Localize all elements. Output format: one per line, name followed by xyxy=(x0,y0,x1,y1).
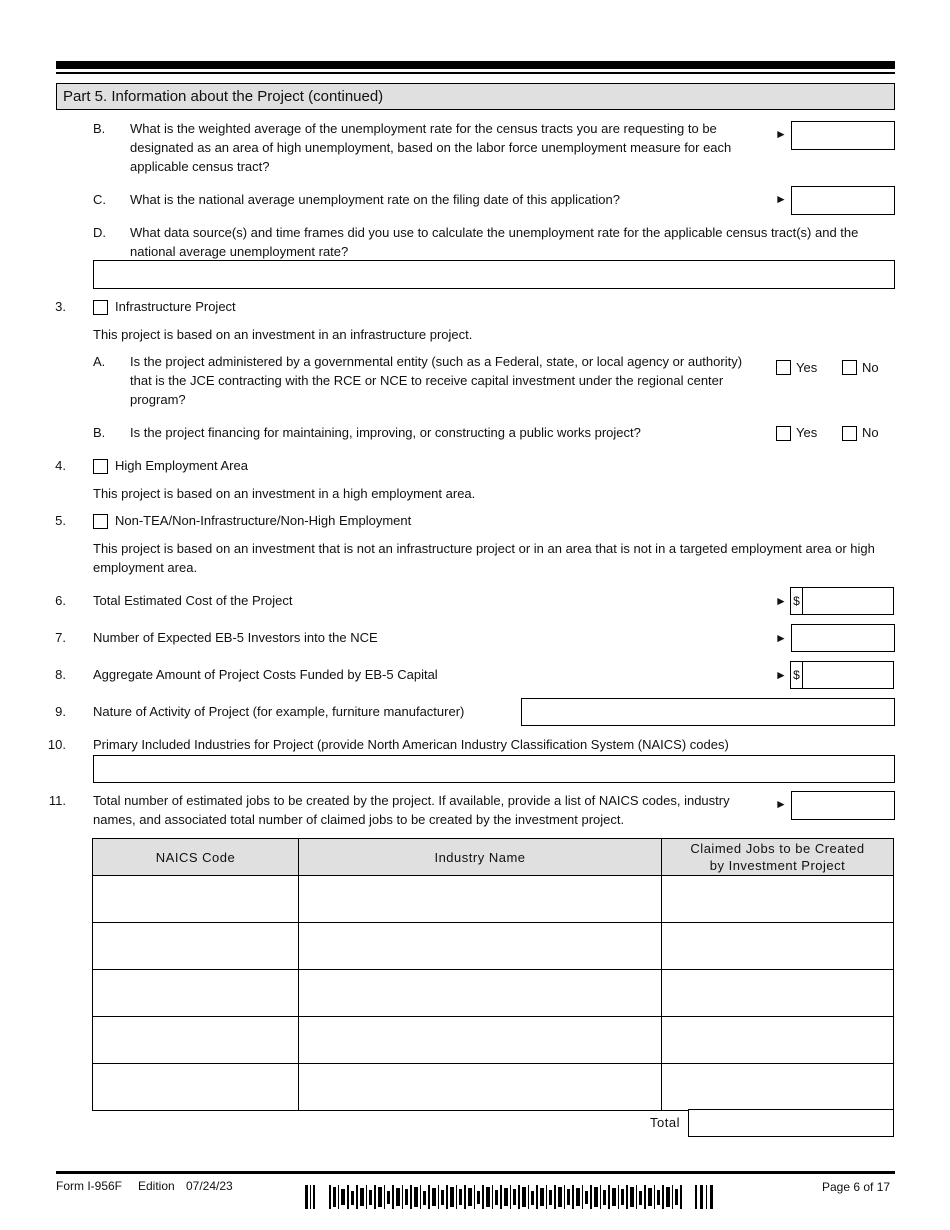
item-10-input[interactable] xyxy=(93,755,895,783)
item-3-checkbox[interactable] xyxy=(93,300,108,315)
dollar-sign: $ xyxy=(791,588,803,614)
arrow-icon: ► xyxy=(775,797,787,811)
item-3b-letter: B. xyxy=(93,425,106,440)
arrow-icon: ► xyxy=(775,668,787,682)
item-3-description: This project is based on an investment in an infrastructure project. xyxy=(93,327,473,342)
naics-code-cell[interactable] xyxy=(93,1064,299,1111)
industry-name-cell[interactable] xyxy=(299,876,662,923)
claimed-jobs-cell[interactable] xyxy=(662,970,894,1017)
footer-form-number: Form I-956F xyxy=(56,1179,123,1193)
total-input[interactable] xyxy=(688,1109,894,1137)
item-c-input[interactable] xyxy=(791,186,895,215)
item-4-label: High Employment Area xyxy=(115,458,248,473)
item-9-label: Nature of Activity of Project (for example, furniture manufacturer) xyxy=(93,704,465,719)
table-row xyxy=(93,876,894,923)
item-8-input[interactable] xyxy=(790,661,894,689)
arrow-icon: ► xyxy=(775,594,787,608)
industry-name-cell[interactable] xyxy=(299,1064,662,1111)
item-3a-no-label: No xyxy=(862,360,879,375)
header-naics-code: NAICS Code xyxy=(93,839,299,876)
table-row xyxy=(93,1064,894,1111)
item-10-number: 10. xyxy=(47,737,66,752)
item-3a-letter: A. xyxy=(93,354,106,369)
naics-code-cell[interactable] xyxy=(93,970,299,1017)
item-7-input[interactable] xyxy=(791,624,895,652)
item-9-input[interactable] xyxy=(521,698,895,726)
item-b-input[interactable] xyxy=(791,121,895,150)
industry-name-cell[interactable] xyxy=(299,970,662,1017)
top-rule-thin xyxy=(56,72,895,74)
industry-name-cell[interactable] xyxy=(299,923,662,970)
item-8-number: 8. xyxy=(55,667,66,682)
part-title: Part 5. Information about the Project (continued) xyxy=(56,83,895,110)
item-3-label: Infrastructure Project xyxy=(115,299,236,314)
item-11-number: 11. xyxy=(48,793,66,808)
item-5-checkbox[interactable] xyxy=(93,514,108,529)
item-d-question: What data source(s) and time frames did you use to calculate the unemployment rate for the applicable census tract(s) and the national average unemployment rate? xyxy=(130,225,859,259)
industry-name-cell[interactable] xyxy=(299,1017,662,1064)
naics-code-cell[interactable] xyxy=(93,1017,299,1064)
footer-page-number: Page 6 of 17 xyxy=(822,1180,891,1194)
item-6-number: 6. xyxy=(55,593,66,608)
item-3b-no-checkbox[interactable] xyxy=(842,426,857,441)
item-9-number: 9. xyxy=(55,704,66,719)
item-10-label: Primary Included Industries for Project (provide North American Industry Classification System (NAICS) codes) xyxy=(93,737,729,752)
item-b-question: What is the weighted average of the unemployment rate for the census tracts you are requesting to be designated as an area of high unemployment, based on the labor force unemployment measure for each applicable census tract? xyxy=(130,121,732,174)
footer-rule xyxy=(56,1171,895,1174)
header-industry-name: Industry Name xyxy=(299,839,662,876)
item-8-label: Aggregate Amount of Project Costs Funded by EB-5 Capital xyxy=(93,667,438,682)
item-4-description: This project is based on an investment in a high employment area. xyxy=(93,486,476,501)
item-c-question: What is the national average unemployment rate on the filing date of this application? xyxy=(130,192,620,207)
item-5-label: Non-TEA/Non-Infrastructure/Non-High Employment xyxy=(115,513,412,528)
arrow-icon: ► xyxy=(775,192,787,206)
item-6-label: Total Estimated Cost of the Project xyxy=(93,593,293,608)
item-d-letter: D. xyxy=(93,225,106,240)
table-row xyxy=(93,1017,894,1064)
item-3a-yes-checkbox[interactable] xyxy=(776,360,791,375)
item-3a-no-checkbox[interactable] xyxy=(842,360,857,375)
item-7-number: 7. xyxy=(55,630,66,645)
item-5-number: 5. xyxy=(55,513,66,528)
item-4-number: 4. xyxy=(55,458,66,473)
table-header-row xyxy=(93,839,894,876)
barcode-icon xyxy=(305,1185,713,1209)
arrow-icon: ► xyxy=(775,127,787,141)
item-3b-no-label: No xyxy=(862,425,879,440)
item-4-checkbox[interactable] xyxy=(93,459,108,474)
table-row xyxy=(93,923,894,970)
item-3-number: 3. xyxy=(55,299,66,314)
item-d-input[interactable] xyxy=(93,260,895,289)
footer-edition-date: 07/24/23 xyxy=(186,1179,233,1193)
naics-code-cell[interactable] xyxy=(93,876,299,923)
claimed-jobs-cell[interactable] xyxy=(662,1017,894,1064)
item-3a-yes-label: Yes xyxy=(796,360,818,375)
claimed-jobs-cell[interactable] xyxy=(662,923,894,970)
naics-table xyxy=(92,838,894,1111)
footer-edition-label: Edition xyxy=(138,1179,175,1193)
claimed-jobs-cell[interactable] xyxy=(662,1064,894,1111)
item-c-letter: C. xyxy=(93,192,106,207)
item-3b-question: Is the project financing for maintaining, improving, or constructing a public works project? xyxy=(130,425,641,440)
top-rule-thick xyxy=(56,61,895,69)
item-b-letter: B. xyxy=(93,121,106,136)
claimed-jobs-cell[interactable] xyxy=(662,876,894,923)
item-11-label: Total number of estimated jobs to be created by the project. If available, provide a list of NAICS codes, industry names, and associated total number of claimed jobs to be created by the investment project. xyxy=(93,793,730,827)
item-6-input[interactable] xyxy=(790,587,894,615)
header-claimed-jobs: Claimed Jobs to be Created by Investment Project xyxy=(662,839,894,876)
item-3a-question: Is the project administered by a governmental entity (such as a Federal, state, or local agency or authority) that is the JCE contracting with the RCE or NCE to receive capital investment under the regional center program? xyxy=(130,354,743,407)
item-5-description: This project is based on an investment that is not an infrastructure project or in an area that is not in a targeted employment area or high employment area. xyxy=(93,541,875,575)
item-11-input[interactable] xyxy=(791,791,895,820)
naics-code-cell[interactable] xyxy=(93,923,299,970)
item-3b-yes-label: Yes xyxy=(796,425,818,440)
dollar-sign: $ xyxy=(791,662,803,688)
total-label: Total xyxy=(650,1115,680,1130)
table-row xyxy=(93,970,894,1017)
arrow-icon: ► xyxy=(775,631,787,645)
item-7-label: Number of Expected EB-5 Investors into the NCE xyxy=(93,630,378,645)
item-3b-yes-checkbox[interactable] xyxy=(776,426,791,441)
